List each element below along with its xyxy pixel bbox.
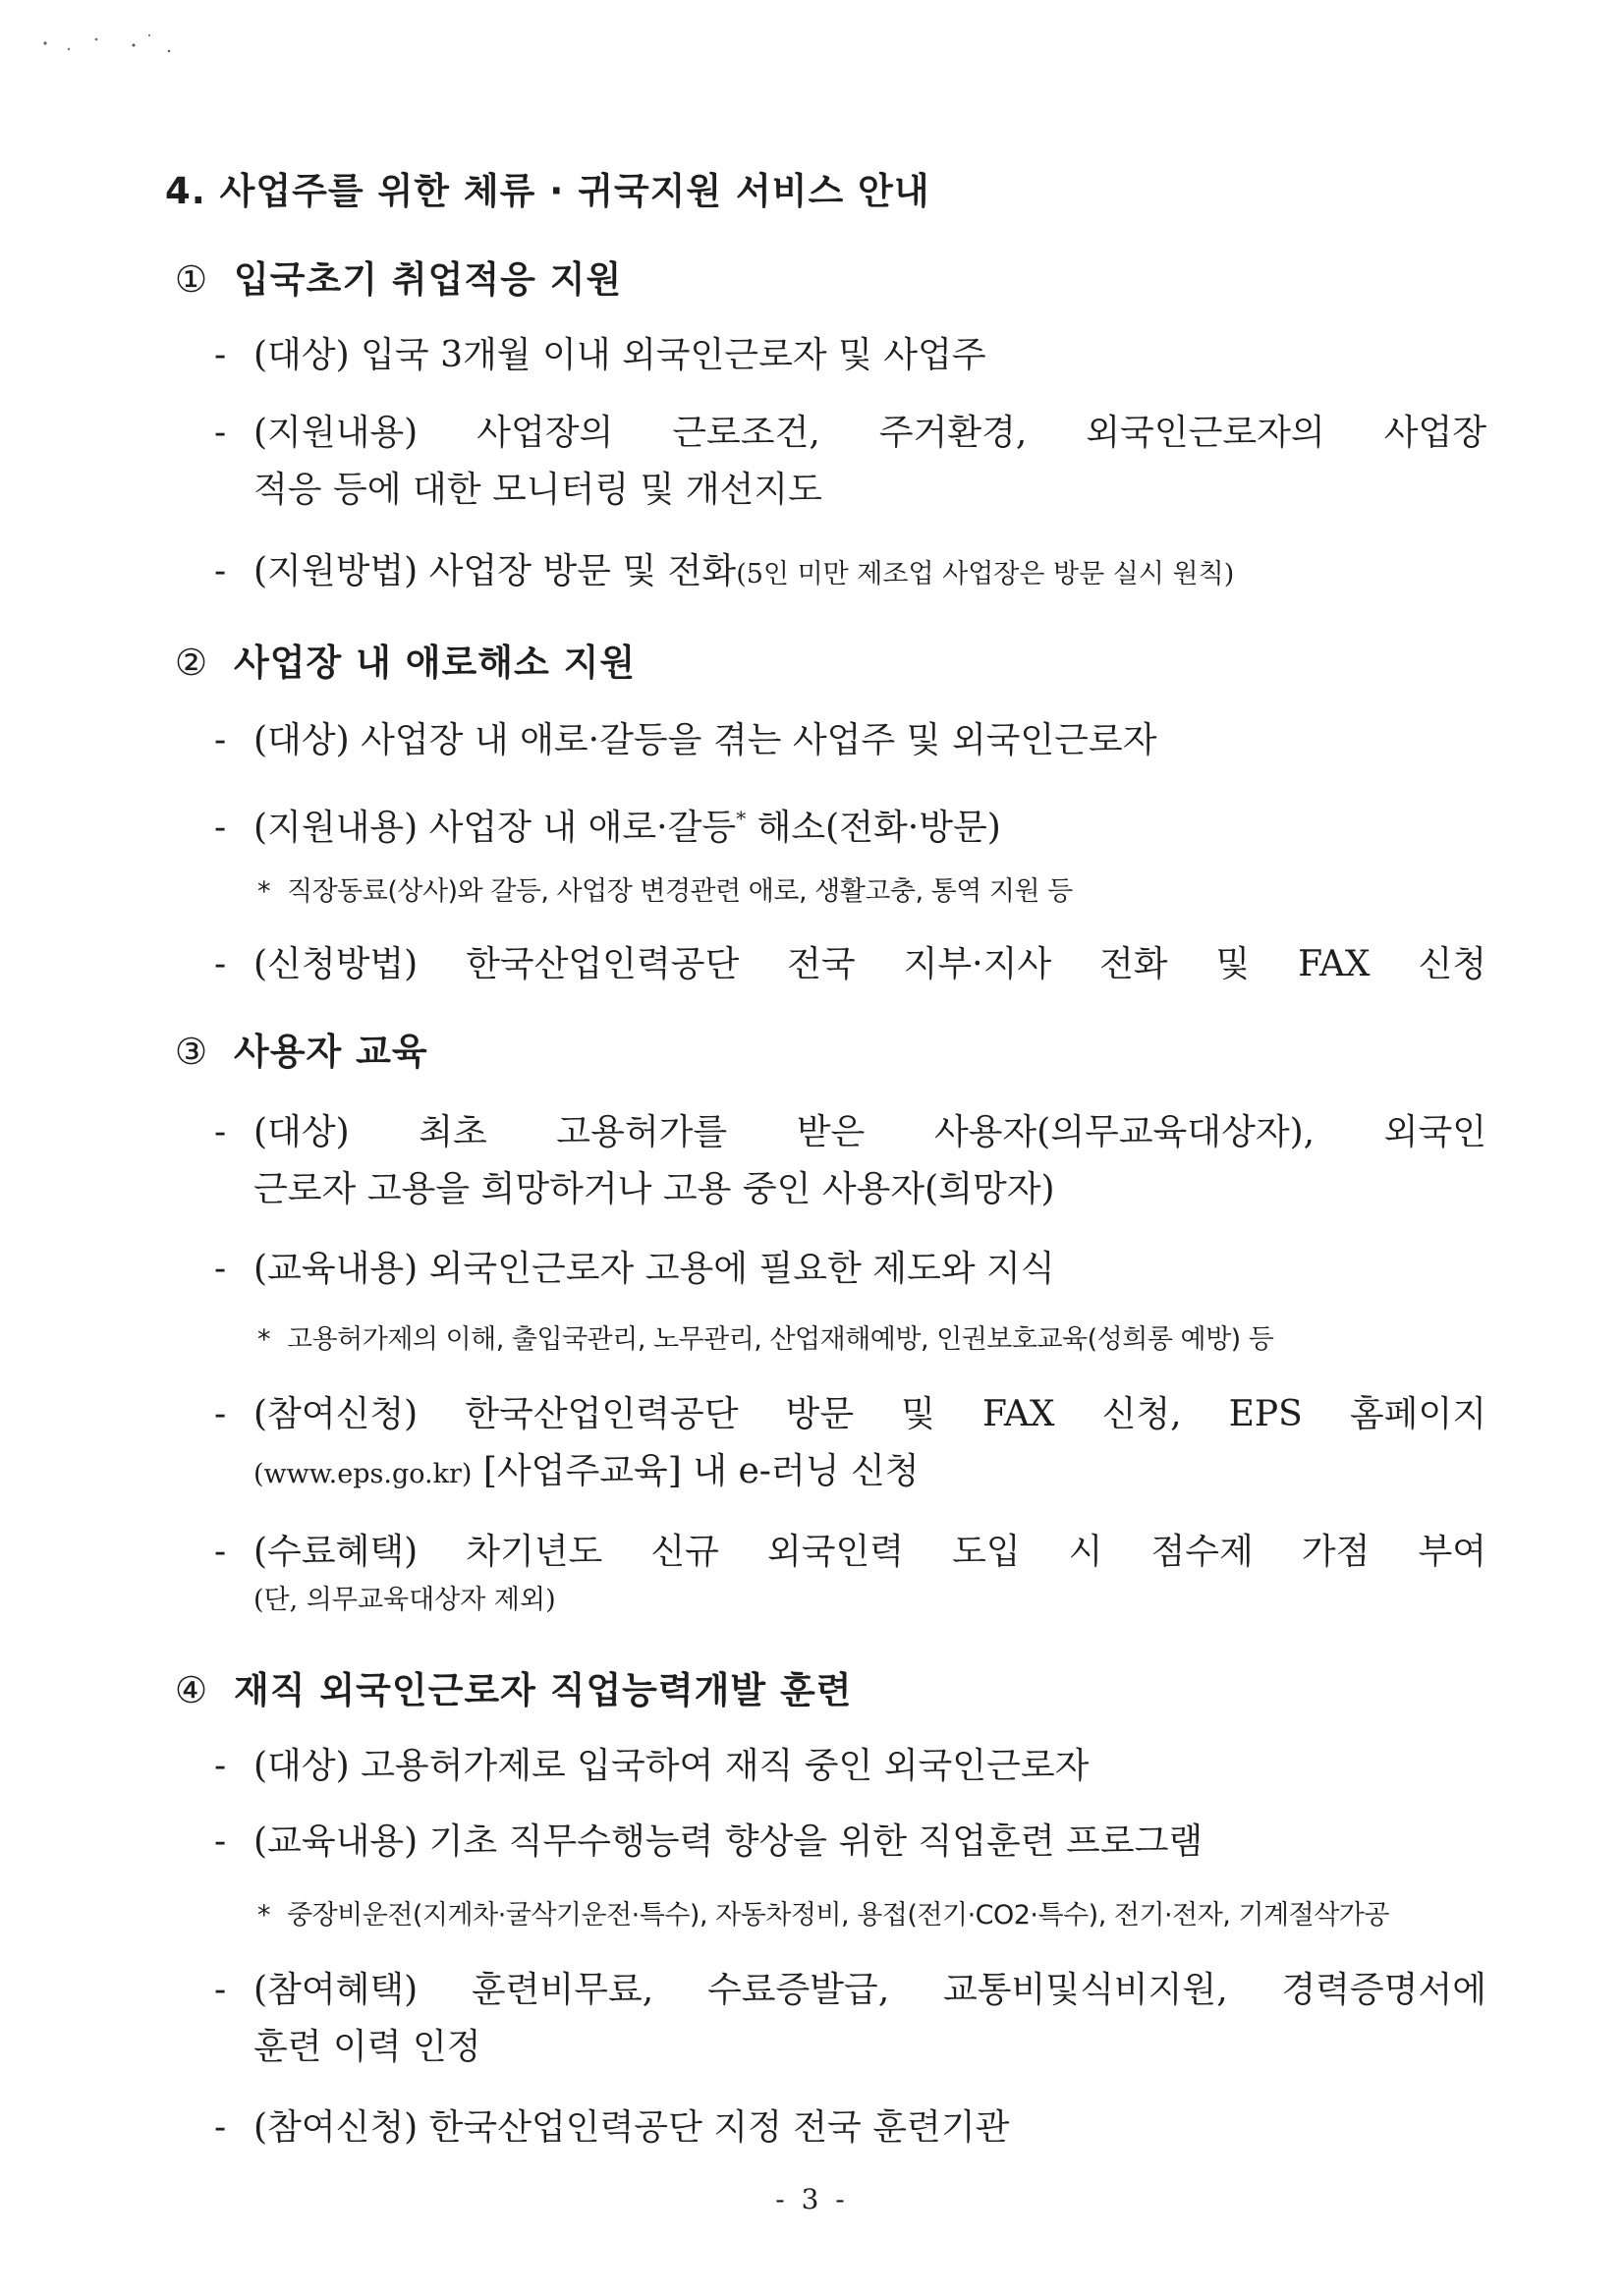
section-title: 사용자 교육 [234, 1031, 428, 1073]
section-number: ③ [175, 1031, 209, 1073]
section-number: ④ [175, 1669, 209, 1711]
list-item: - (수료혜택) 차기년도 신규 외국인력 도입 시 점수제 가점 부여 [214, 1532, 1486, 1572]
section-heading-3 [175, 1022, 428, 1075]
page-title: 4. 사업주를 위한 체류 · 귀국지원 서비스 안내 [165, 170, 930, 212]
section-number: ② [175, 642, 209, 684]
scan-specks [39, 28, 177, 57]
list-item: - (대상) 입국 3개월 이내 외국인근로자 및 사업주 [214, 335, 986, 375]
list-item: - (신청방법) 한국산업인력공단 전국 지부·지사 전화 및 FAX 신청 [214, 944, 1486, 984]
section-title: 입국초기 취업적응 지원 [234, 258, 623, 301]
list-item: - (대상) 고용허가제로 입국하여 재직 중인 외국인근로자 [214, 1746, 1090, 1786]
list-item: - (참여혜택) 훈련비무료, 수료증발급, 교통비및식비지원, 경력증명서에 훈련 이력 인정 [214, 1970, 1486, 2067]
list-item: - (대상) 최초 고용허가를 받은 사용자(의무교육대상자), 외국인 근로자 고용을 희망하거나 고용 중인 사용자(희망자) [214, 1112, 1486, 1209]
footnote: * 고용허가제의 이해, 출입국관리, 노무관리, 산업재해예방, 인권보호교육(성희롱 예방) 등 [257, 1324, 1274, 1355]
section-heading-2 [175, 633, 636, 686]
list-item: - (지원내용) 사업장의 근로조건, 주거환경, 외국인근로자의 사업장 적응 등에 대한 모니터링 및 개선지도 [214, 413, 1486, 510]
footnote: * 중장비운전(지게차·굴삭기운전·특수), 자동차정비, 용접(전기·CO2·특수), 전기·전자, 기계절삭가공 [257, 1900, 1389, 1931]
footnote: * 직장동료(상사)와 갈등, 사업장 변경관련 애로, 생활고충, 통역 지원 등 [257, 876, 1073, 907]
section-heading-4 [175, 1660, 853, 1713]
list-item: - (대상) 사업장 내 애로·갈등을 겪는 사업주 및 외국인근로자 [214, 720, 1157, 760]
list-item: - (지원방법) 사업장 방문 및 전화(5인 미만 제조업 사업장은 방문 실시 원칙) [214, 551, 1235, 591]
list-item: - (교육내용) 기초 직무수행능력 향상을 위한 직업훈련 프로그램 [214, 1821, 1204, 1862]
page-number: - 3 - [775, 2183, 849, 2215]
section-heading-1 [175, 250, 622, 303]
list-item: - (지원내용) 사업장 내 애로·갈등* 해소(전화·방문) [214, 807, 1001, 848]
section-title: 재직 외국인근로자 직업능력개발 훈련 [234, 1669, 853, 1711]
list-item-note: (단, 의무교육대상자 제외) [253, 1585, 556, 1615]
list-item: - (참여신청) 한국산업인력공단 방문 및 FAX 신청, EPS 홈페이지 (www.eps.go.kr) [사업주교육] 내 e-러닝 신청 [214, 1394, 1486, 1491]
section-title: 사업장 내 애로해소 지원 [234, 642, 637, 684]
list-item: - (참여신청) 한국산업인력공단 지정 전국 훈련기관 [214, 2107, 1010, 2148]
section-number: ① [175, 258, 209, 301]
list-item: - (교육내용) 외국인근로자 고용에 필요한 제도와 지식 [214, 1249, 1055, 1289]
